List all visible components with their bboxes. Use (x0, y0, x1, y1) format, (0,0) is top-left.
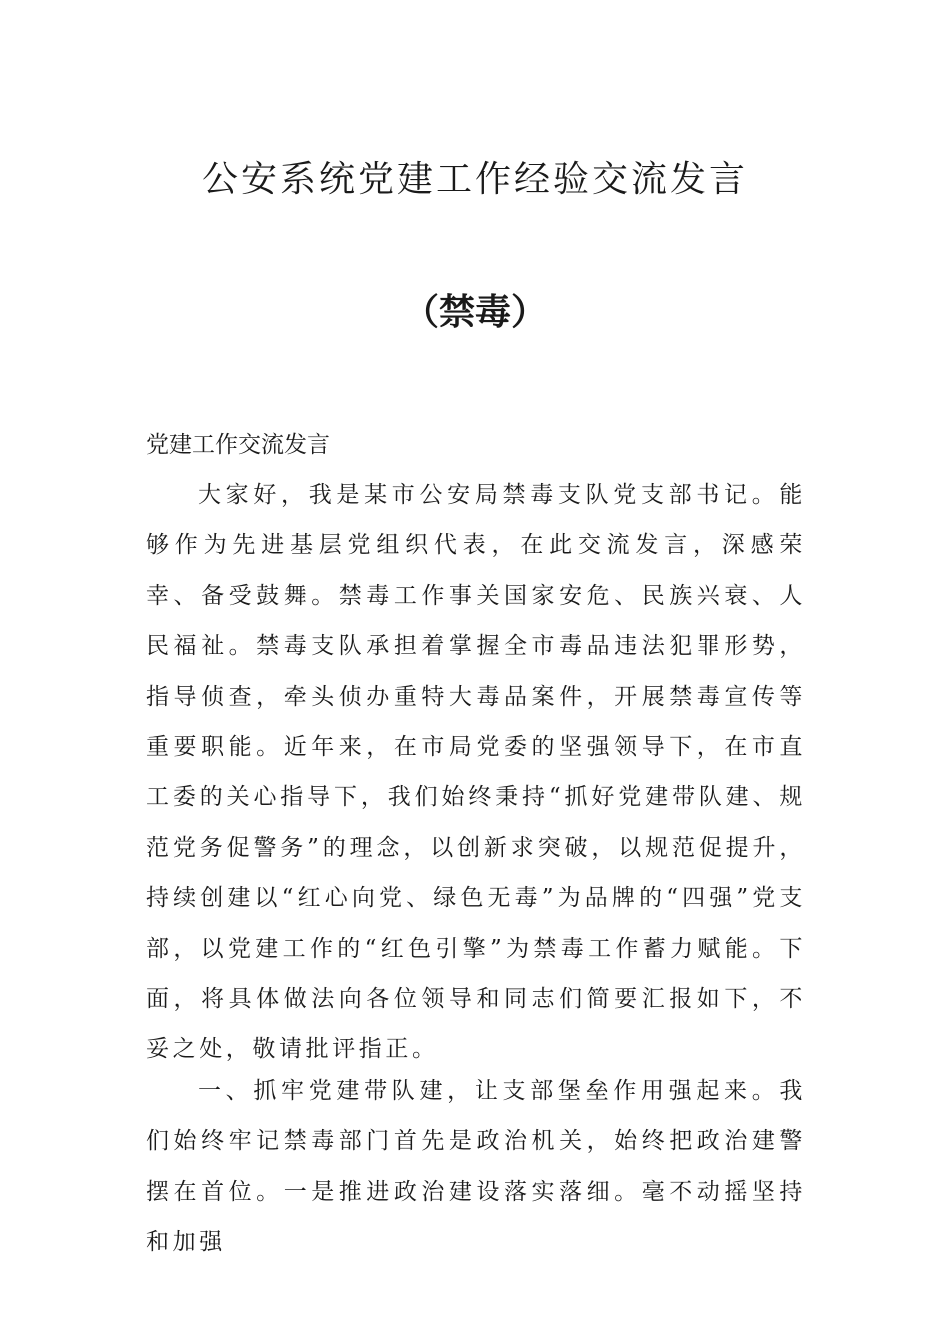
document-subtitle: （禁毒） (402, 291, 547, 333)
body-paragraph: 一、抓牢党建带队建，让支部堡垒作用强起来。我们始终牢记禁毒部门首先是政治机关，始终把政治建警摆在首位。一是推进政治建设落实落细。毫不动摇坚持和加强 (146, 1078, 806, 1256)
section-heading: 党建工作交流发言 (146, 432, 330, 458)
document-title: 公安系统党建工作经验交流发言 (201, 159, 748, 200)
body-paragraph: 大家好，我是某市公安局禁毒支队党支部书记。能够作为先进基层党组织代表，在此交流发言，深感荣幸、备受鼓舞。禁毒工作事关国家安危、民族兴衰、人民福祉。禁毒支队承担着掌握全市毒品违法犯罪形势，指导侦查，牵头侦办重特大毒品案件，开展禁毒宣传等重要职能。近年来，在市局党委的坚强领导下，在市直工委的关心指导下，我们始终秉持“抓好党建带队建、规范党务促警务”的理念，以创新求突破，以规范促提升，持续创建以“红心向党、绿色无毒”为品牌的“四强”党支部，以党建工作的“红色引擎”为禁毒工作蓄力赋能。下面，将具体做法向各位领导和同志们简要汇报如下，不妥之处，敬请批评指正。 (146, 482, 806, 1063)
